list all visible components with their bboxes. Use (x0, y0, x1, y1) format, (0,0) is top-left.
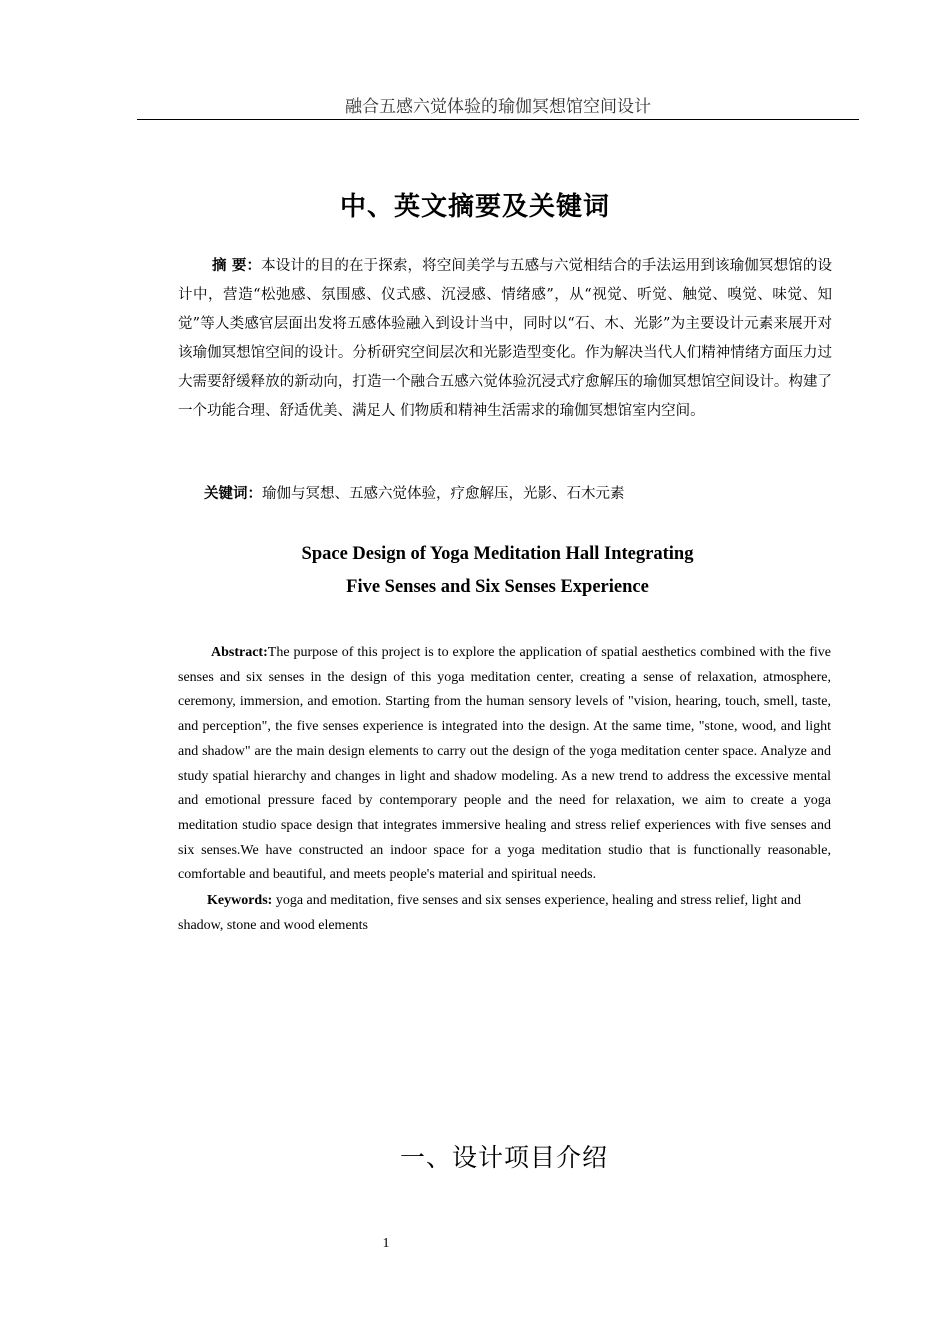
english-abstract-label: Abstract: (211, 645, 268, 660)
section-title: 中、英文摘要及关键词 (339, 192, 610, 222)
chinese-abstract-label: 摘 要： (212, 258, 262, 274)
english-abstract (178, 641, 831, 888)
running-header: 融合五感六觉体验的瑜伽冥想馆空间设计 (137, 95, 859, 120)
chinese-keywords (178, 482, 832, 506)
english-keywords (178, 888, 831, 938)
english-title-line-2: Five Senses and Six Senses Experience (346, 577, 649, 597)
english-abstract-text: The purpose of this project is to explore the application of spatial aesthetics combined with the five senses and six senses in the design of this yoga meditation center, creating a sense of relaxation, atmosphere, ceremony, immersion, and emotion. Starting from the human sensory levels of "vision, hearing, touch, smell, taste, and perception", the five senses experience is integrated into the design. At the same time, "stone, wood, and light and shadow" are the main design elements to carry out the design of the yoga meditation center space. Analyze and study spatial hierarchy and changes in light and shadow modeling. As a new trend to address the excessive mental and emotional pressure faced by contemporary people and the need for relaxation, we aim to create a yoga meditation studio space design that integrates immersive healing and stress relief experiences with five senses and six senses.We have constructed an indoor space for a yoga meditation studio that is functionally reasonable, comfortable and beautiful, and meets people's material and spiritual needs. (178, 645, 831, 883)
page-number: 1 (382, 1236, 390, 1251)
chinese-keywords-text: 瑜伽与冥想、五感六觉体验，疗愈解压，光影、石木元素 (262, 486, 625, 502)
chinese-abstract-text: 本设计的目的在于探索，将空间美学与五感与六觉相结合的手法运用到该瑜伽冥想馆的设计中，营造“松弛感、氛围感、仪式感、沉浸感、情绪感”，从“视觉、听觉、触觉、嗅觉、味觉、知觉”等人类感官层面出发将五感体验融入到设计当中，同时以“石、木、光影”为主要设计元素来展开对该瑜伽冥想馆空间的设计。分析研究空间层次和光影造型变化。作为解决当代人们精神情绪方面压力过大需要舒缓释放的新动向，打造一个融合五感六觉体验沉浸式疗愈解压的瑜伽冥想馆空间设计。构建了一个功能合理、舒适优美、满足人 们物质和精神生活需求的瑜伽冥想馆室内空间。 (178, 258, 832, 419)
english-keywords-label: Keywords: (207, 893, 273, 908)
chinese-abstract (178, 252, 832, 426)
english-title-line-1: Space Design of Yoga Meditation Hall Integrating (301, 544, 694, 564)
chinese-keywords-label: 关键词： (204, 486, 262, 502)
english-keywords-text: yoga and meditation, five senses and six senses experience, healing and stress relief, light and shadow, stone and wood elements (178, 893, 802, 933)
chapter-title: 一、设计项目介绍 (399, 1143, 608, 1172)
